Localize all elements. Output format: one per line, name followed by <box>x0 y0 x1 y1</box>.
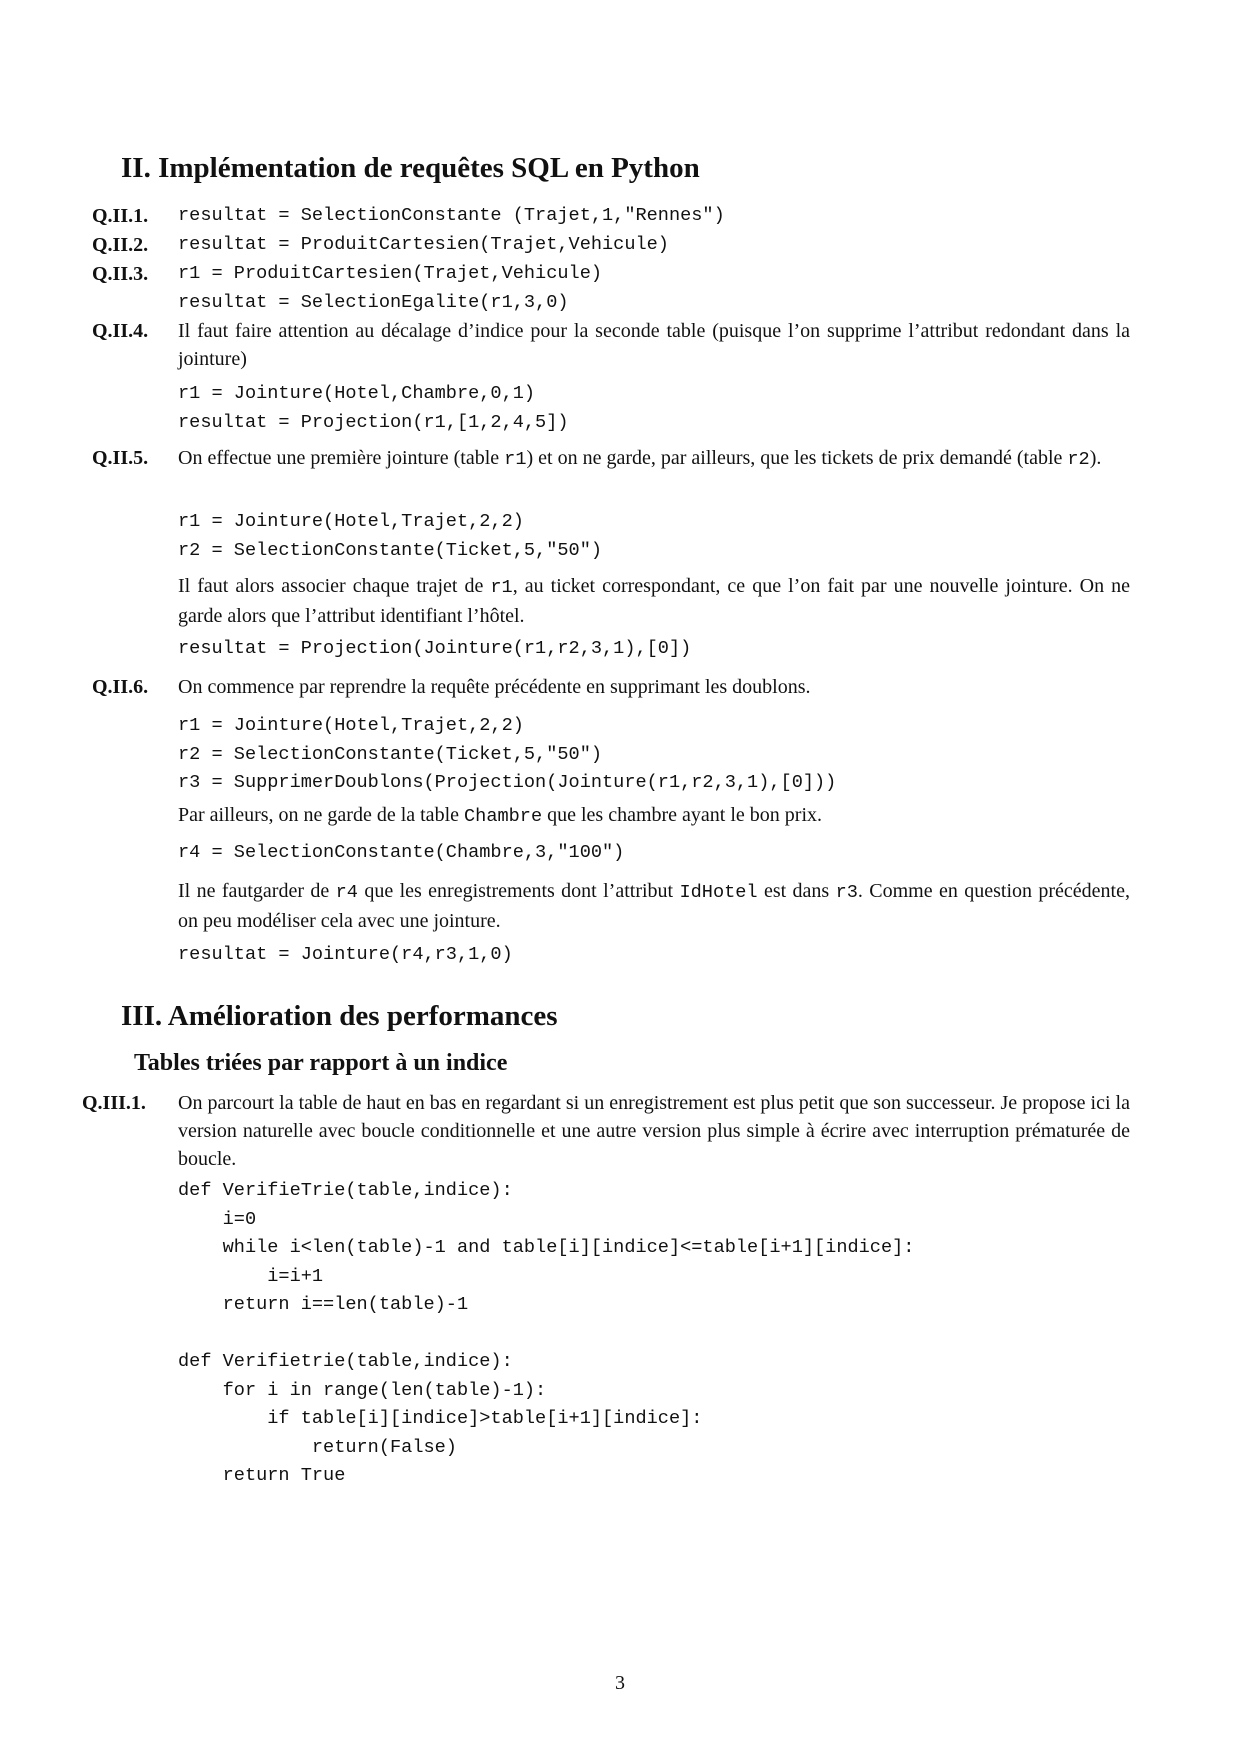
question-label-ii-1: Q.II.1. <box>92 205 149 227</box>
question-label-ii-2: Q.II.2. <box>92 234 149 256</box>
subsection-heading: Tables triées par rapport à un indice <box>134 1050 508 1076</box>
code-line: r1 = ProduitCartesien(Trajet,Vehicule) <box>178 263 603 284</box>
inline-code: r2 <box>1067 449 1090 470</box>
code-line: resultat = Projection(Jointure(r1,r2,3,1),[0]) <box>178 638 692 659</box>
code-line: r2 = SelectionConstante(Ticket,5,"50") <box>178 743 603 765</box>
inline-code: r3 <box>835 882 858 903</box>
code-line: resultat = SelectionConstante (Trajet,1,"Rennes") <box>178 205 725 226</box>
section-heading-ii: II. Implémentation de requêtes SQL en Python <box>121 152 700 184</box>
code-line: r1 = Jointure(Hotel,Chambre,0,1) <box>178 383 536 404</box>
inline-code: IdHotel <box>679 882 758 903</box>
question-label-ii-4: Q.II.4. <box>92 320 149 342</box>
inline-code: r1 <box>504 449 527 470</box>
code-line: resultat = Jointure(r4,r3,1,0) <box>178 944 513 965</box>
answer-text-ii-4: Il faut faire attention au décalage d’indice pour la seconde table (puisque l’on supprime l’attribut redondant dans la jointure) <box>178 320 1130 370</box>
inline-code: r4 <box>335 882 358 903</box>
code-line: return i==len(table)-1 <box>178 1294 469 1315</box>
code-block-ii-1 <box>178 202 725 231</box>
answer-text-ii-5-a: On effectue une première jointure (table r1) et on ne garde, par ailleurs, que les tickets de prix demandé (table r2). <box>178 447 1102 470</box>
answer-text-ii-6-a: On commence par reprendre la requête précédente en supprimant les doublons. <box>178 676 811 698</box>
code-line: if table[i][indice]>table[i+1][indice]: <box>178 1408 703 1429</box>
answer-text-ii-5-b: Il faut alors associer chaque trajet de r1, au ticket correspondant, ce que l’on fait par une nouvelle jointure. On ne garde alors que l’attribut identifiant l’hôtel. <box>178 575 1130 627</box>
code-block-ii-2 <box>178 231 669 260</box>
code-line: resultat = Projection(r1,[1,2,4,5]) <box>178 411 569 433</box>
inline-code: r1 <box>490 577 513 598</box>
code-block-iii-1 <box>178 1177 914 1491</box>
code-line: i=i+1 <box>178 1265 324 1287</box>
question-label-ii-3: Q.II.3. <box>92 263 149 285</box>
page-number: 3 <box>615 1672 625 1694</box>
code-line: r1 = Jointure(Hotel,Trajet,2,2) <box>178 511 524 532</box>
code-block-ii-4 <box>178 380 569 437</box>
code-line: r4 = SelectionConstante(Chambre,3,"100") <box>178 842 625 863</box>
code-line: resultat = ProduitCartesien(Trajet,Vehicule) <box>178 234 669 255</box>
question-label-ii-5: Q.II.5. <box>92 447 149 469</box>
question-label-ii-6: Q.II.6. <box>92 676 149 698</box>
inline-code: Chambre <box>464 806 543 827</box>
code-block-ii-6-c <box>178 941 513 970</box>
answer-text-ii-6-c: Il ne fautgarder de r4 que les enregistrements dont l’attribut IdHotel est dans r3. Comme en question précédente, on peu modéliser cela avec une jointure. <box>178 880 1130 932</box>
code-line <box>178 1320 914 1349</box>
answer-text-iii-1: On parcourt la table de haut en bas en regardant si un enregistrement est plus petit que son successeur. Je propose ici la version naturelle avec boucle conditionnelle et une autre version plus simple à écrire avec interruption prématurée de boucle. <box>178 1092 1130 1170</box>
section-heading-iii: III. Amélioration des performances <box>121 1000 558 1032</box>
question-label-iii-1: Q.III.1. <box>82 1092 146 1114</box>
code-line: i=0 <box>178 1208 257 1230</box>
answer-text-ii-6-b: Par ailleurs, on ne garde de la table Chambre que les chambre ayant le bon prix. <box>178 804 823 827</box>
code-block-ii-6-a <box>178 712 836 798</box>
code-line: r3 = SupprimerDoublons(Projection(Jointure(r1,r2,3,1),[0])) <box>178 772 837 793</box>
code-line: resultat = SelectionEgalite(r1,3,0) <box>178 291 569 313</box>
code-block-ii-3 <box>178 260 602 317</box>
code-block-ii-6-b <box>178 839 624 868</box>
code-block-ii-5-b <box>178 635 691 664</box>
code-line: while i<len(table)-1 and table[i][indice]<=table[i+1][indice]: <box>178 1237 915 1258</box>
code-block-ii-5-a <box>178 508 602 565</box>
code-line: r2 = SelectionConstante(Ticket,5,"50") <box>178 539 603 561</box>
code-line: def VerifieTrie(table,indice): <box>178 1180 513 1201</box>
code-line: return True <box>178 1465 346 1486</box>
code-line: return(False) <box>178 1436 457 1458</box>
code-line: def Verifietrie(table,indice): <box>178 1351 513 1372</box>
code-line: for i in range(len(table)-1): <box>178 1379 547 1401</box>
code-line: r1 = Jointure(Hotel,Trajet,2,2) <box>178 715 524 736</box>
